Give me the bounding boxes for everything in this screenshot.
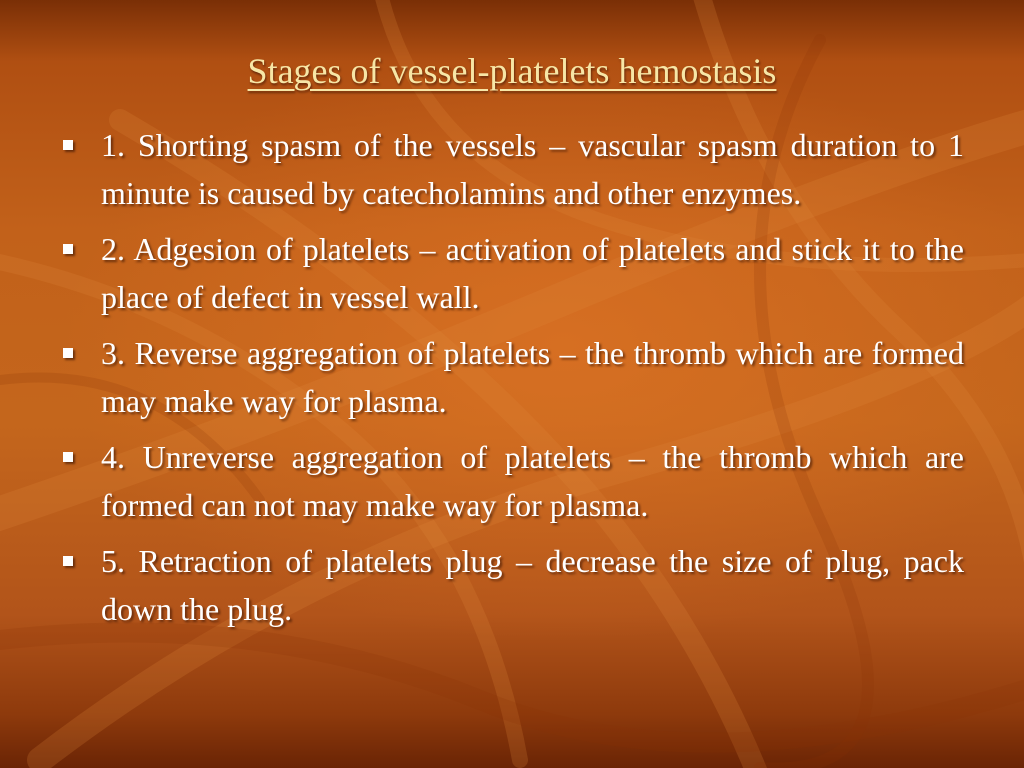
slide-title: Stages of vessel-platelets hemostasis xyxy=(247,51,777,91)
square-bullet-icon xyxy=(63,452,73,462)
bullet-item xyxy=(60,225,964,321)
bullet-item xyxy=(60,433,964,529)
bullet-item xyxy=(60,121,964,217)
square-bullet-icon xyxy=(63,140,73,150)
bullet-list xyxy=(60,121,964,641)
square-bullet-icon xyxy=(63,348,73,358)
bullet-text: 4. Unreverse aggregation of platelets – the thromb which are formed can not may make way for plasma. xyxy=(101,439,964,523)
square-bullet-icon xyxy=(63,244,73,254)
square-bullet-icon xyxy=(63,556,73,566)
bullet-item xyxy=(60,329,964,425)
bullet-text: 2. Adgesion of platelets – activation of platelets and stick it to the place of defect in vessel wall. xyxy=(101,231,964,315)
bullet-text: 5. Retraction of platelets plug – decrease the size of plug, pack down the plug. xyxy=(101,543,964,627)
bullet-item xyxy=(60,537,964,633)
bullet-text: 3. Reverse aggregation of platelets – the thromb which are formed may make way for plasma. xyxy=(101,335,964,419)
bullet-text: 1. Shorting spasm of the vessels – vascular spasm duration to 1 minute is caused by catecholamins and other enzymes. xyxy=(101,127,964,211)
